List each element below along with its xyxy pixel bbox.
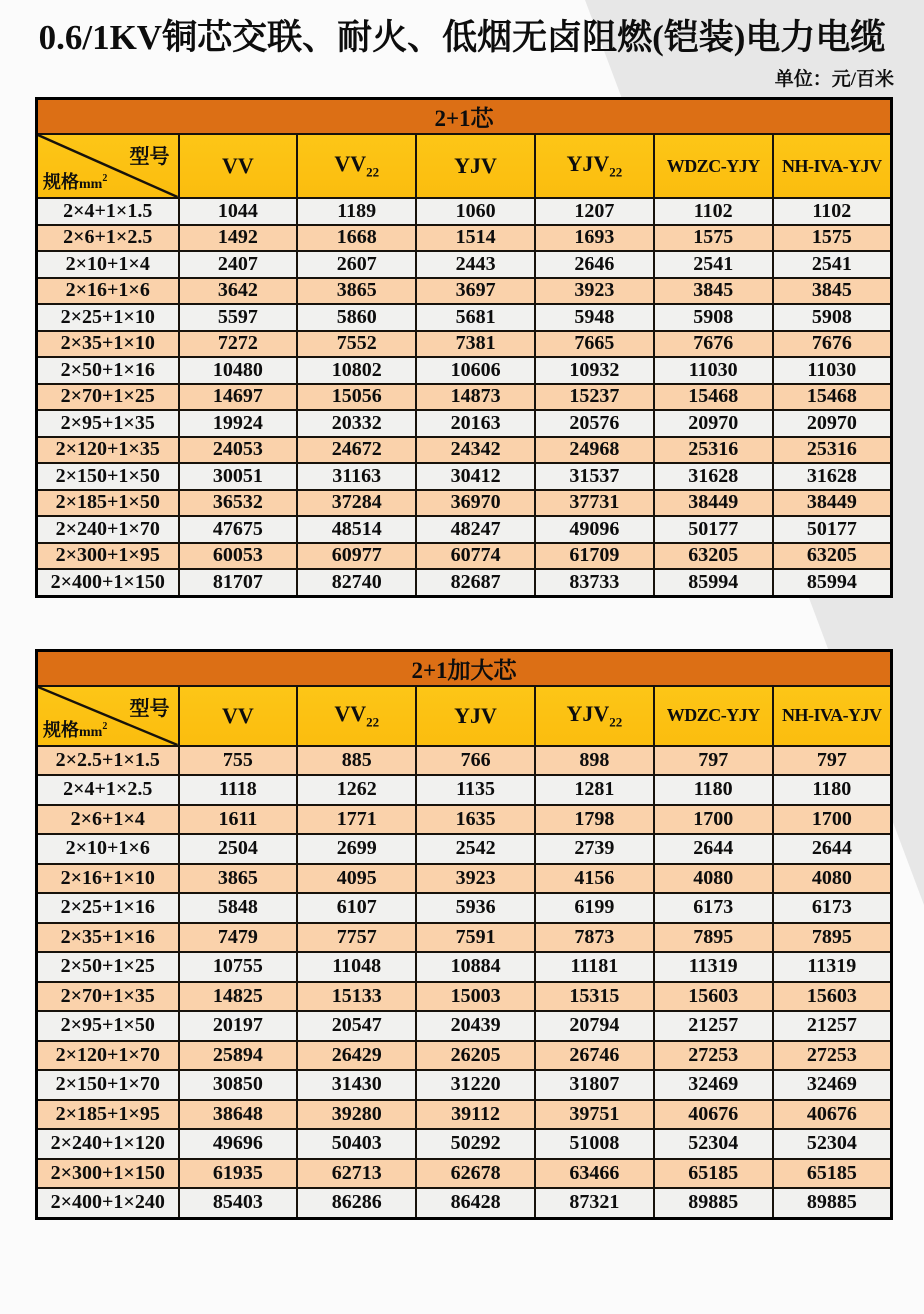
price-cell: 24672 — [297, 437, 416, 464]
price-cell: 1180 — [654, 775, 773, 805]
column-header-label: VV — [334, 700, 367, 726]
price-cell: 48247 — [416, 516, 535, 543]
price-cell: 40676 — [654, 1100, 773, 1130]
spec-cell: 2×95+1×35 — [37, 410, 179, 437]
spec-cell: 2×400+1×150 — [37, 569, 179, 596]
column-header-label: WDZC-YJY — [666, 705, 760, 725]
price-cell: 82687 — [416, 569, 535, 596]
page-title: 0.6/1KV铜芯交联、耐火、低烟无卤阻燃(铠装)电力电缆 — [38, 18, 886, 57]
price-cell: 1700 — [773, 805, 892, 835]
price-cell: 20197 — [179, 1011, 298, 1041]
price-cell: 1635 — [416, 805, 535, 835]
spec-cell: 2×120+1×35 — [37, 437, 179, 464]
price-cell: 2644 — [654, 834, 773, 864]
price-cell: 2542 — [416, 834, 535, 864]
table-row — [37, 834, 892, 864]
price-cell: 31220 — [416, 1070, 535, 1100]
column-header — [179, 134, 298, 198]
spec-cell: 2×50+1×25 — [37, 952, 179, 982]
price-cell: 15468 — [654, 384, 773, 411]
price-cell: 11319 — [773, 952, 892, 982]
price-cell: 32469 — [654, 1070, 773, 1100]
price-cell: 4156 — [535, 864, 654, 894]
spec-cell: 2×185+1×50 — [37, 490, 179, 517]
price-cell: 50292 — [416, 1129, 535, 1159]
table-row — [37, 923, 892, 953]
price-cell: 1207 — [535, 198, 654, 225]
price-cell: 63205 — [654, 543, 773, 570]
price-cell: 3642 — [179, 278, 298, 305]
price-cell: 15133 — [297, 982, 416, 1012]
price-cell: 61709 — [535, 543, 654, 570]
price-cell: 4080 — [654, 864, 773, 894]
table-row — [37, 805, 892, 835]
table-row — [37, 251, 892, 278]
table-row — [37, 1011, 892, 1041]
price-cell: 11030 — [773, 357, 892, 384]
price-cell: 5936 — [416, 893, 535, 923]
price-cell: 15315 — [535, 982, 654, 1012]
price-cell: 2504 — [179, 834, 298, 864]
price-cell: 21257 — [773, 1011, 892, 1041]
price-cell: 63466 — [535, 1159, 654, 1189]
price-cell: 5597 — [179, 304, 298, 331]
column-header — [297, 686, 416, 746]
price-cell: 38449 — [773, 490, 892, 517]
price-cell: 31628 — [773, 463, 892, 490]
column-header-label: VV — [222, 702, 254, 728]
price-cell: 30850 — [179, 1070, 298, 1100]
price-cell: 60977 — [297, 543, 416, 570]
spec-label: 规格$mm^2$ — [43, 719, 108, 740]
spec-cell: 2×6+1×2.5 — [37, 225, 179, 252]
price-cell: 10884 — [416, 952, 535, 982]
spec-cell: 2×16+1×10 — [37, 864, 179, 894]
price-cell: 11319 — [654, 952, 773, 982]
price-cell: 1700 — [654, 805, 773, 835]
price-cell: 1135 — [416, 775, 535, 805]
price-cell: 7895 — [654, 923, 773, 953]
price-cell: 3845 — [654, 278, 773, 305]
price-cell: 14825 — [179, 982, 298, 1012]
price-cell: 62678 — [416, 1159, 535, 1189]
table-row — [37, 1070, 892, 1100]
table-row — [37, 463, 892, 490]
table-row — [37, 490, 892, 517]
price-cell: 39751 — [535, 1100, 654, 1130]
price-cell: 51008 — [535, 1129, 654, 1159]
price-cell: 1575 — [654, 225, 773, 252]
table-band-row — [37, 650, 892, 686]
column-header-label: NH-IVA-YJV — [781, 155, 882, 176]
price-cell: 50177 — [773, 516, 892, 543]
price-cell: 6107 — [297, 893, 416, 923]
column-header-label: NH-IVA-YJV — [781, 705, 882, 725]
spec-cell: 2×25+1×10 — [37, 304, 179, 331]
column-header-subscript: 22 — [366, 714, 380, 730]
price-cell: 52304 — [773, 1129, 892, 1159]
price-cell: 1118 — [179, 775, 298, 805]
spec-cell: 2×150+1×50 — [37, 463, 179, 490]
price-cell: 2607 — [297, 251, 416, 278]
price-cell: 1492 — [179, 225, 298, 252]
table-row — [37, 278, 892, 305]
spec-cell: 2×50+1×16 — [37, 357, 179, 384]
column-header — [297, 134, 416, 198]
price-cell: 3923 — [416, 864, 535, 894]
price-cell: 797 — [773, 746, 892, 776]
price-cell: 7757 — [297, 923, 416, 953]
price-cell: 7665 — [535, 331, 654, 358]
table-row — [37, 864, 892, 894]
table-band-title: 2+1芯 — [37, 99, 892, 135]
table-row — [37, 1159, 892, 1189]
table-row — [37, 1129, 892, 1159]
diagonal-header-cell — [37, 686, 179, 746]
price-cell: 40676 — [773, 1100, 892, 1130]
table-row — [37, 225, 892, 252]
price-cell: 38648 — [179, 1100, 298, 1130]
price-cell: 7591 — [416, 923, 535, 953]
price-cell: 5908 — [654, 304, 773, 331]
price-cell: 1668 — [297, 225, 416, 252]
price-cell: 37284 — [297, 490, 416, 517]
price-cell: 10606 — [416, 357, 535, 384]
price-cell: 7479 — [179, 923, 298, 953]
table-row — [37, 1188, 892, 1218]
model-label: 型号 — [129, 697, 170, 720]
price-cell: 1798 — [535, 805, 654, 835]
price-cell: 62713 — [297, 1159, 416, 1189]
price-cell: 39112 — [416, 1100, 535, 1130]
price-cell: 5681 — [416, 304, 535, 331]
price-cell: 6173 — [654, 893, 773, 923]
spec-cell: 2×300+1×95 — [37, 543, 179, 570]
price-cell: 85994 — [654, 569, 773, 596]
price-cell: 7676 — [773, 331, 892, 358]
column-header — [179, 686, 298, 746]
price-cell: 20576 — [535, 410, 654, 437]
spec-cell: 2×400+1×240 — [37, 1188, 179, 1218]
table-row — [37, 304, 892, 331]
price-cell: 19924 — [179, 410, 298, 437]
spec-cell: 2×2.5+1×1.5 — [37, 746, 179, 776]
price-cell: 21257 — [654, 1011, 773, 1041]
column-header — [416, 686, 535, 746]
price-cell: 2541 — [654, 251, 773, 278]
price-cell: 885 — [297, 746, 416, 776]
price-cell: 27253 — [654, 1041, 773, 1071]
price-cell: 2644 — [773, 834, 892, 864]
table-row — [37, 952, 892, 982]
table-row — [37, 516, 892, 543]
spec-cell: 2×6+1×4 — [37, 805, 179, 835]
column-header — [416, 134, 535, 198]
price-cell: 5948 — [535, 304, 654, 331]
table-body — [37, 198, 892, 596]
price-cell: 2646 — [535, 251, 654, 278]
column-header — [535, 134, 654, 198]
price-cell: 24053 — [179, 437, 298, 464]
price-cell: 38449 — [654, 490, 773, 517]
spec-cell: 2×70+1×25 — [37, 384, 179, 411]
price-cell: 898 — [535, 746, 654, 776]
spec-cell: 2×4+1×1.5 — [37, 198, 179, 225]
spec-cell: 2×150+1×70 — [37, 1070, 179, 1100]
column-header-subscript: 22 — [609, 714, 623, 730]
price-cell: 3923 — [535, 278, 654, 305]
price-cell: 36532 — [179, 490, 298, 517]
spec-cell: 2×70+1×35 — [37, 982, 179, 1012]
price-cell: 4080 — [773, 864, 892, 894]
price-cell: 1771 — [297, 805, 416, 835]
price-cell: 1514 — [416, 225, 535, 252]
price-cell: 1262 — [297, 775, 416, 805]
price-cell: 15237 — [535, 384, 654, 411]
price-cell: 755 — [179, 746, 298, 776]
price-cell: 86286 — [297, 1188, 416, 1218]
price-cell: 50177 — [654, 516, 773, 543]
spec-cell: 2×35+1×10 — [37, 331, 179, 358]
table-row — [37, 982, 892, 1012]
price-cell: 2443 — [416, 251, 535, 278]
column-header-label: YJV — [566, 700, 610, 726]
table-spacer — [0, 598, 924, 649]
price-cell: 31430 — [297, 1070, 416, 1100]
price-cell: 89885 — [773, 1188, 892, 1218]
table-band-row — [37, 99, 892, 135]
model-label: 型号 — [129, 146, 170, 168]
price-cell: 89885 — [654, 1188, 773, 1218]
spec-cell: 2×95+1×50 — [37, 1011, 179, 1041]
price-cell: 2541 — [773, 251, 892, 278]
column-header-label: VV — [222, 153, 254, 178]
price-cell: 6173 — [773, 893, 892, 923]
column-header — [535, 686, 654, 746]
price-cell: 25894 — [179, 1041, 298, 1071]
spec-cell: 2×25+1×16 — [37, 893, 179, 923]
price-cell: 20332 — [297, 410, 416, 437]
price-cell: 10802 — [297, 357, 416, 384]
price-cell: 20439 — [416, 1011, 535, 1041]
price-cell: 1102 — [773, 198, 892, 225]
price-cell: 60053 — [179, 543, 298, 570]
column-header — [773, 686, 892, 746]
price-cell: 15056 — [297, 384, 416, 411]
price-cell: 1693 — [535, 225, 654, 252]
price-cell: 7552 — [297, 331, 416, 358]
price-cell: 1060 — [416, 198, 535, 225]
price-cell: 20970 — [654, 410, 773, 437]
table-row — [37, 543, 892, 570]
price-cell: 27253 — [773, 1041, 892, 1071]
spec-cell: 2×185+1×95 — [37, 1100, 179, 1130]
price-cell: 85403 — [179, 1188, 298, 1218]
table-row — [37, 410, 892, 437]
spec-cell: 2×240+1×120 — [37, 1129, 179, 1159]
price-cell: 48514 — [297, 516, 416, 543]
price-cell: 25316 — [773, 437, 892, 464]
price-cell: 10932 — [535, 357, 654, 384]
price-cell: 15603 — [773, 982, 892, 1012]
price-table-2plus1-enlarged-core — [35, 649, 893, 1220]
spec-cell: 2×120+1×70 — [37, 1041, 179, 1071]
spec-cell: 2×10+1×6 — [37, 834, 179, 864]
price-cell: 20547 — [297, 1011, 416, 1041]
price-cell: 10480 — [179, 357, 298, 384]
price-cell: 30412 — [416, 463, 535, 490]
price-cell: 65185 — [654, 1159, 773, 1189]
price-cell: 47675 — [179, 516, 298, 543]
table-row — [37, 775, 892, 805]
price-cell: 10755 — [179, 952, 298, 982]
column-header-label: YJV — [566, 151, 610, 177]
price-cell: 26205 — [416, 1041, 535, 1071]
price-cell: 1102 — [654, 198, 773, 225]
price-cell: 1044 — [179, 198, 298, 225]
price-cell: 87321 — [535, 1188, 654, 1218]
price-cell: 1281 — [535, 775, 654, 805]
price-cell: 63205 — [773, 543, 892, 570]
column-header-label: WDZC-YJY — [666, 155, 760, 176]
price-cell: 5860 — [297, 304, 416, 331]
spec-cell: 2×4+1×2.5 — [37, 775, 179, 805]
table-band-title: 2+1加大芯 — [37, 650, 892, 686]
price-cell: 3697 — [416, 278, 535, 305]
price-cell: 49696 — [179, 1129, 298, 1159]
price-cell: 65185 — [773, 1159, 892, 1189]
price-cell: 797 — [654, 746, 773, 776]
price-table-2plus1-core — [35, 97, 893, 598]
price-cell: 15003 — [416, 982, 535, 1012]
spec-cell: 2×300+1×150 — [37, 1159, 179, 1189]
column-header-label: YJV — [454, 702, 497, 728]
table-row — [37, 1100, 892, 1130]
price-cell: 7272 — [179, 331, 298, 358]
price-cell: 7873 — [535, 923, 654, 953]
price-cell: 11181 — [535, 952, 654, 982]
price-cell: 1189 — [297, 198, 416, 225]
table-row — [37, 198, 892, 225]
price-cell: 24342 — [416, 437, 535, 464]
table-row — [37, 331, 892, 358]
price-cell: 1575 — [773, 225, 892, 252]
price-cell: 15468 — [773, 384, 892, 411]
price-cell: 7381 — [416, 331, 535, 358]
price-cell: 86428 — [416, 1188, 535, 1218]
column-header-subscript: 22 — [609, 164, 623, 180]
column-header-row — [37, 134, 892, 198]
price-cell: 1611 — [179, 805, 298, 835]
price-cell: 5848 — [179, 893, 298, 923]
price-cell: 7895 — [773, 923, 892, 953]
price-cell: 20970 — [773, 410, 892, 437]
price-cell: 4095 — [297, 864, 416, 894]
spec-cell: 2×240+1×70 — [37, 516, 179, 543]
spec-label: 规格$mm^2$ — [43, 172, 108, 192]
table-row — [37, 569, 892, 596]
price-cell: 61935 — [179, 1159, 298, 1189]
price-cell: 26746 — [535, 1041, 654, 1071]
column-header — [654, 686, 773, 746]
price-cell: 49096 — [535, 516, 654, 543]
price-cell: 6199 — [535, 893, 654, 923]
price-cell: 24968 — [535, 437, 654, 464]
column-header-subscript: 22 — [366, 164, 380, 180]
table-body — [37, 746, 892, 1219]
price-cell: 30051 — [179, 463, 298, 490]
spec-cell: 2×16+1×6 — [37, 278, 179, 305]
price-cell: 14873 — [416, 384, 535, 411]
price-cell: 7676 — [654, 331, 773, 358]
price-cell: 14697 — [179, 384, 298, 411]
price-cell: 83733 — [535, 569, 654, 596]
column-header-label: YJV — [454, 153, 497, 178]
table-row — [37, 746, 892, 776]
price-cell: 25316 — [654, 437, 773, 464]
price-cell: 31807 — [535, 1070, 654, 1100]
unit-label: 单位：元/百米 — [774, 69, 894, 90]
price-cell: 3865 — [297, 278, 416, 305]
price-cell: 60774 — [416, 543, 535, 570]
price-cell: 2699 — [297, 834, 416, 864]
price-cell: 5908 — [773, 304, 892, 331]
spec-cell: 2×10+1×4 — [37, 251, 179, 278]
price-cell: 3865 — [179, 864, 298, 894]
price-cell: 81707 — [179, 569, 298, 596]
price-cell: 85994 — [773, 569, 892, 596]
price-cell: 3845 — [773, 278, 892, 305]
diagonal-header-cell — [37, 134, 179, 198]
column-header-label: VV — [334, 151, 367, 177]
price-cell: 26429 — [297, 1041, 416, 1071]
price-cell: 52304 — [654, 1129, 773, 1159]
price-cell: 82740 — [297, 569, 416, 596]
price-cell: 50403 — [297, 1129, 416, 1159]
column-header — [654, 134, 773, 198]
price-cell: 20794 — [535, 1011, 654, 1041]
price-cell: 11030 — [654, 357, 773, 384]
price-cell: 39280 — [297, 1100, 416, 1130]
price-cell: 766 — [416, 746, 535, 776]
column-header — [773, 134, 892, 198]
price-cell: 2739 — [535, 834, 654, 864]
price-cell: 32469 — [773, 1070, 892, 1100]
price-cell: 36970 — [416, 490, 535, 517]
price-cell: 31537 — [535, 463, 654, 490]
price-cell: 31628 — [654, 463, 773, 490]
price-cell: 15603 — [654, 982, 773, 1012]
column-header-row — [37, 686, 892, 746]
price-cell: 20163 — [416, 410, 535, 437]
table-row — [37, 437, 892, 464]
price-cell: 1180 — [773, 775, 892, 805]
spec-cell: 2×35+1×16 — [37, 923, 179, 953]
table-row — [37, 893, 892, 923]
price-cell: 2407 — [179, 251, 298, 278]
price-cell: 31163 — [297, 463, 416, 490]
table-row — [37, 1041, 892, 1071]
table-row — [37, 357, 892, 384]
table-row — [37, 384, 892, 411]
price-cell: 37731 — [535, 490, 654, 517]
price-cell: 11048 — [297, 952, 416, 982]
